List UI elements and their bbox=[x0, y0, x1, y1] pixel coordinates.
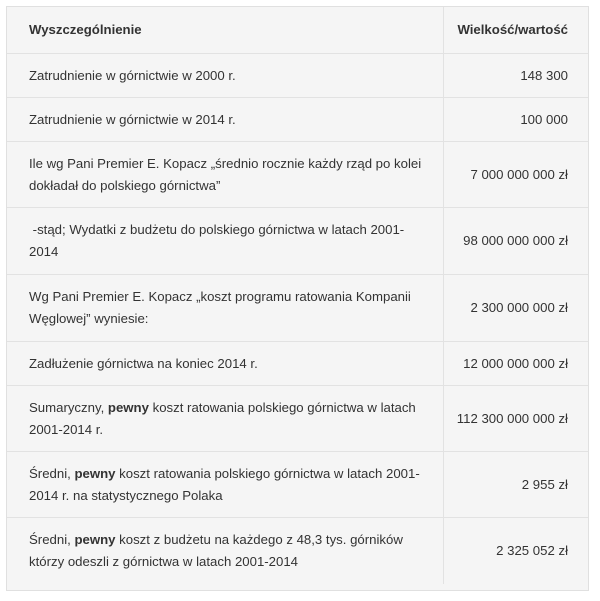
label-pre: Sumaryczny, bbox=[29, 399, 108, 415]
row-label: Ile wg Pani Premier E. Kopacz „średnio rocznie każdy rząd po kolei dokładał do polskiego górnictwa” bbox=[7, 142, 443, 208]
row-label bbox=[7, 386, 443, 452]
row-label: Zatrudnienie w górnictwie w 2014 r. bbox=[7, 98, 443, 142]
label-post: koszt ratowania polskiego górnictwa w latach 2001-2014 r. bbox=[29, 399, 416, 437]
label-bold: pewny bbox=[74, 531, 116, 547]
label-pre: Średni, bbox=[29, 531, 75, 547]
row-label bbox=[7, 518, 443, 584]
header-wyszczegolnienie: Wyszczególnienie bbox=[7, 7, 443, 54]
label-bold: pewny bbox=[107, 399, 149, 415]
label-bold: pewny bbox=[74, 465, 116, 481]
table-header-row bbox=[7, 7, 588, 54]
data-table-container bbox=[6, 6, 589, 591]
row-value: 112 300 000 000 zł bbox=[443, 386, 588, 452]
row-value: 148 300 bbox=[443, 54, 588, 98]
label-post: koszt ratowania polskiego górnictwa w latach 2001-2014 r. na statystycznego Polaka bbox=[29, 465, 420, 503]
row-value: 12 000 000 000 zł bbox=[443, 342, 588, 386]
row-label bbox=[7, 452, 443, 518]
row-value: 2 955 zł bbox=[443, 452, 588, 518]
table-row bbox=[7, 386, 588, 452]
table-row bbox=[7, 452, 588, 518]
table-row bbox=[7, 518, 588, 584]
row-label: -stąd; Wydatki z budżetu do polskiego górnictwa w latach 2001-2014 bbox=[7, 208, 443, 275]
table-row bbox=[7, 142, 588, 208]
table-row bbox=[7, 54, 588, 98]
row-label: Wg Pani Premier E. Kopacz „koszt programu ratowania Kompanii Węglowej” wyniesie: bbox=[7, 275, 443, 342]
table-row bbox=[7, 275, 588, 342]
label-pre: Średni, bbox=[29, 465, 75, 481]
row-value: 2 300 000 000 zł bbox=[443, 275, 588, 342]
row-label: Zadłużenie górnictwa na koniec 2014 r. bbox=[7, 342, 443, 386]
row-value: 7 000 000 000 zł bbox=[443, 142, 588, 208]
table-row bbox=[7, 342, 588, 386]
row-value: 98 000 000 000 zł bbox=[443, 208, 588, 275]
data-table bbox=[7, 7, 588, 584]
table-row bbox=[7, 98, 588, 142]
row-label: Zatrudnienie w górnictwie w 2000 r. bbox=[7, 54, 443, 98]
row-value: 100 000 bbox=[443, 98, 588, 142]
header-wielkosc-wartosc: Wielkość/wartość bbox=[443, 7, 588, 54]
label-post: koszt z budżetu na każdego z 48,3 tys. górników którzy odeszli z górnictwa w latach 2001-2014 bbox=[29, 531, 403, 569]
row-value: 2 325 052 zł bbox=[443, 518, 588, 584]
table-row bbox=[7, 208, 588, 275]
